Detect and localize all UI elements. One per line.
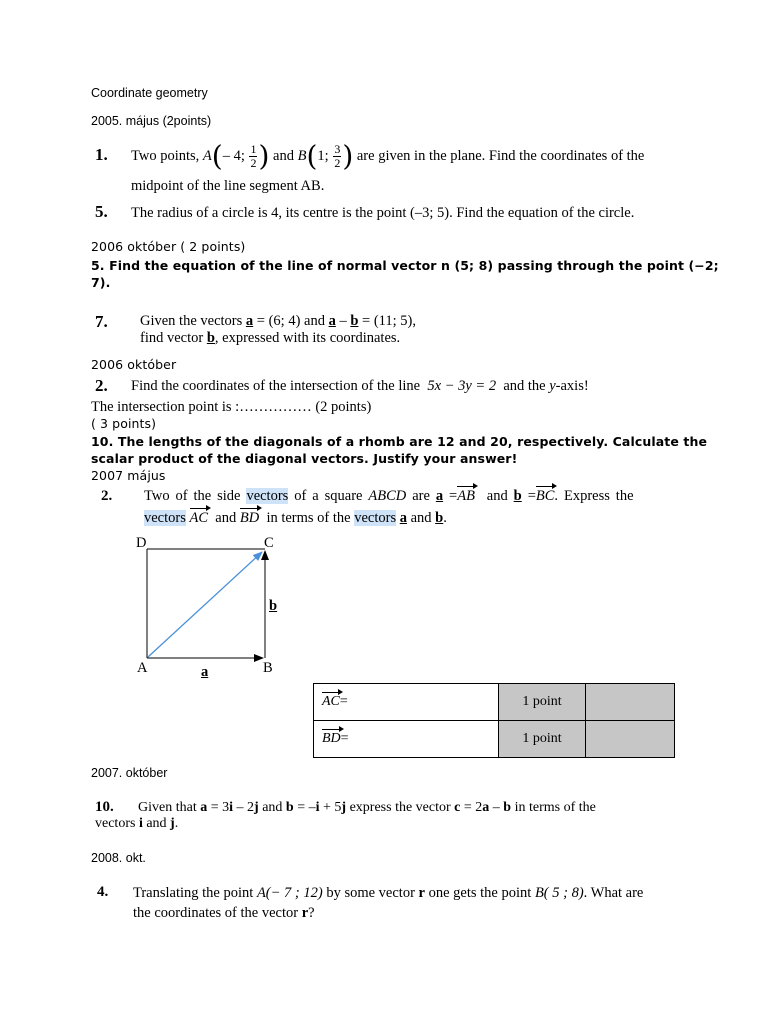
q10a-line1: 10. The lengths of the diagonals of a rhomb are 12 and 20, respectively. Calculate the	[91, 434, 708, 449]
q2a-text: Find the coordinates of the intersection of the line 5x − 3y = 2 and the y-axis!	[131, 378, 589, 394]
section-2008: 2008. okt.	[91, 851, 146, 865]
label-b: B	[263, 660, 273, 676]
q5-number: 5.	[95, 202, 108, 221]
q10a-line2: scalar product of the diagonal vectors. Justify your answer!	[91, 451, 518, 466]
section-2007m: 2007 május	[91, 468, 166, 483]
q5b-line2: 7).	[91, 275, 111, 290]
section-2005: 2005. május (2points)	[91, 114, 212, 128]
label-c: C	[264, 535, 274, 551]
section-2006a: 2006 október ( 2 points)	[91, 239, 246, 254]
q2b-line2: vectors AC and BD in terms of the vectors a and b.	[144, 510, 447, 526]
page-title: Coordinate geometry	[91, 86, 208, 100]
q1-line1: Two points, A(– 4; $\frac{1}{2}$ ) and B(1; $\frac{3}{2}$ ) are given in the plane. Find the coordinates of the	[131, 139, 645, 173]
table-row	[314, 684, 675, 721]
q7-line1: Given the vectors a = (6; 4) and a – b = (11; 5),	[140, 313, 416, 329]
intersection-line: The intersection point is :…………… (2 points)	[91, 399, 372, 415]
points-3: ( 3 points)	[91, 416, 157, 431]
q7-number: 7.	[95, 312, 108, 331]
diagonal-ac-arrow	[148, 552, 262, 657]
q4-line2: the coordinates of the vector r?	[133, 905, 315, 921]
q5b-line1: 5. Find the equation of the line of normal vector n (5; 8) passing through the point (−2;	[91, 258, 719, 273]
q2b-number: 2.	[101, 488, 113, 504]
score-cell	[586, 684, 675, 721]
q1-number: 1.	[95, 145, 108, 164]
q10b-number: 10.	[95, 799, 114, 815]
answer-table	[313, 683, 675, 758]
label-vector-a: a	[201, 664, 209, 680]
table-row	[314, 721, 675, 758]
score-cell	[586, 721, 675, 758]
points-cell: 1 point	[499, 721, 586, 758]
answer-cell-bd[interactable]: BD=	[314, 721, 499, 758]
q4-line1: Translating the point A(− 7 ; 12) by some vector r one gets the point B( 5 ; 8). What are	[133, 885, 644, 901]
q7-line2: find vector b, expressed with its coordinates.	[140, 330, 401, 346]
q10b-line2: vectors i and j.	[95, 816, 179, 831]
q5-text: The radius of a circle is 4, its centre is the point (–3; 5). Find the equation of the circle.	[131, 205, 635, 221]
section-2006b: 2006 október	[91, 357, 177, 372]
section-2007o: 2007. október	[91, 766, 168, 780]
q4-number: 4.	[97, 884, 109, 900]
q2b-line1: Two of the side vectors of a square ABCD are a =AB and b =BC. Express the	[144, 488, 634, 504]
q2a-number: 2.	[95, 376, 108, 395]
q1-line2: midpoint of the line segment AB.	[131, 178, 325, 194]
label-d: D	[136, 535, 147, 551]
label-a: A	[137, 660, 148, 676]
label-vector-b: b	[269, 598, 278, 614]
answer-cell-ac[interactable]: AC=	[314, 684, 499, 721]
q10b-line1: Given that a = 3i – 2j and b = –i + 5j express the vector c = 2a – b in terms of the	[138, 800, 596, 815]
points-cell: 1 point	[499, 684, 586, 721]
